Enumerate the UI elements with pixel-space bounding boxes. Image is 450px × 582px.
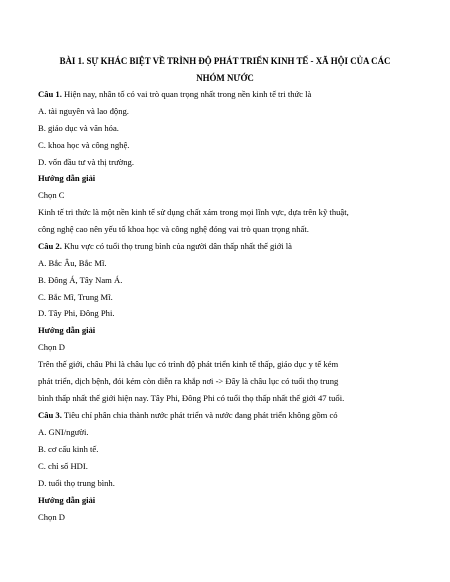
- question-2: [38, 241, 292, 252]
- question-1: [38, 89, 311, 100]
- question-1-text: Hiện nay, nhân tố có vai trò quan trọng nhất trong nền kinh tế tri thức là: [61, 89, 312, 99]
- lesson-title-line-1: BÀI 1. SỰ KHÁC BIỆT VỀ TRÌNH ĐỘ PHÁT TRIỂN KINH TẾ - XÃ HỘI CỦA CÁC: [59, 56, 391, 66]
- question-2-option-b: B. Đông Á, Tây Nam Á.: [38, 275, 123, 285]
- question-2-explanation-line-2: phát triển, dịch bệnh, đói kém còn diễn ra khắp nơi -> Đây là châu lục có tuổi thọ trung: [38, 376, 339, 386]
- question-3-text: Tiêu chí phân chia thành nước phát triển và nước đang phát triển không gồm có: [61, 410, 338, 420]
- question-3-guide-heading: Hướng dẫn giải: [38, 495, 96, 505]
- question-1-option-c: C. khoa học và công nghệ.: [38, 140, 130, 150]
- question-1-option-d: D. vốn đầu tư và thị trường.: [38, 157, 134, 167]
- question-3-answer: Chọn D: [38, 512, 65, 522]
- question-1-option-a: A. tài nguyên và lao động.: [38, 106, 129, 116]
- question-1-option-b: B. giáo dục và văn hóa.: [38, 123, 119, 133]
- question-3-label: Câu 3.: [38, 410, 62, 420]
- question-2-text: Khu vực có tuổi thọ trung bình của người dân thấp nhất thế giới là: [61, 241, 292, 251]
- question-1-guide-heading: Hướng dẫn giải: [38, 173, 96, 183]
- question-2-explanation-line-1: Trên thế giới, châu Phi là châu lục có trình độ phát triển kinh tế thấp, giáo dục y tế kém: [38, 359, 339, 369]
- question-3-option-d: D. tuổi thọ trung bình.: [38, 478, 115, 488]
- question-3-option-a: A. GNI/người.: [38, 427, 89, 437]
- question-2-guide-heading: Hướng dẫn giải: [38, 325, 96, 335]
- question-2-option-a: A. Bắc Âu, Bắc Mĩ.: [38, 258, 107, 268]
- question-2-option-d: D. Tây Phi, Đông Phi.: [38, 308, 115, 318]
- question-1-explanation-line-1: Kinh tế tri thức là một nền kinh tế sử dụng chất xám trong mọi lĩnh vực, dựa trên kỹ thuật,: [38, 207, 349, 217]
- question-1-answer: Chọn C: [38, 190, 65, 200]
- lesson-title-line-2: NHÓM NƯỚC: [196, 73, 254, 83]
- question-1-label: Câu 1.: [38, 89, 62, 99]
- question-2-explanation-line-3: bình thấp nhất thế giới hiện nay. Tây Phi, Đông Phi có tuổi thọ thấp nhất thế giới 47 tuổi.: [38, 393, 345, 403]
- question-3-option-b: B. cơ cấu kinh tế.: [38, 444, 99, 454]
- question-1-explanation-line-2: công nghệ cao nên yếu tố khoa học và công nghệ đóng vai trò quan trọng nhất.: [38, 224, 309, 234]
- question-2-answer: Chọn D: [38, 342, 65, 352]
- question-2-option-c: C. Bắc Mĩ, Trung Mĩ.: [38, 292, 113, 302]
- question-3: [38, 410, 338, 421]
- question-2-label: Câu 2.: [38, 241, 62, 251]
- question-3-option-c: C. chỉ số HDI.: [38, 461, 88, 471]
